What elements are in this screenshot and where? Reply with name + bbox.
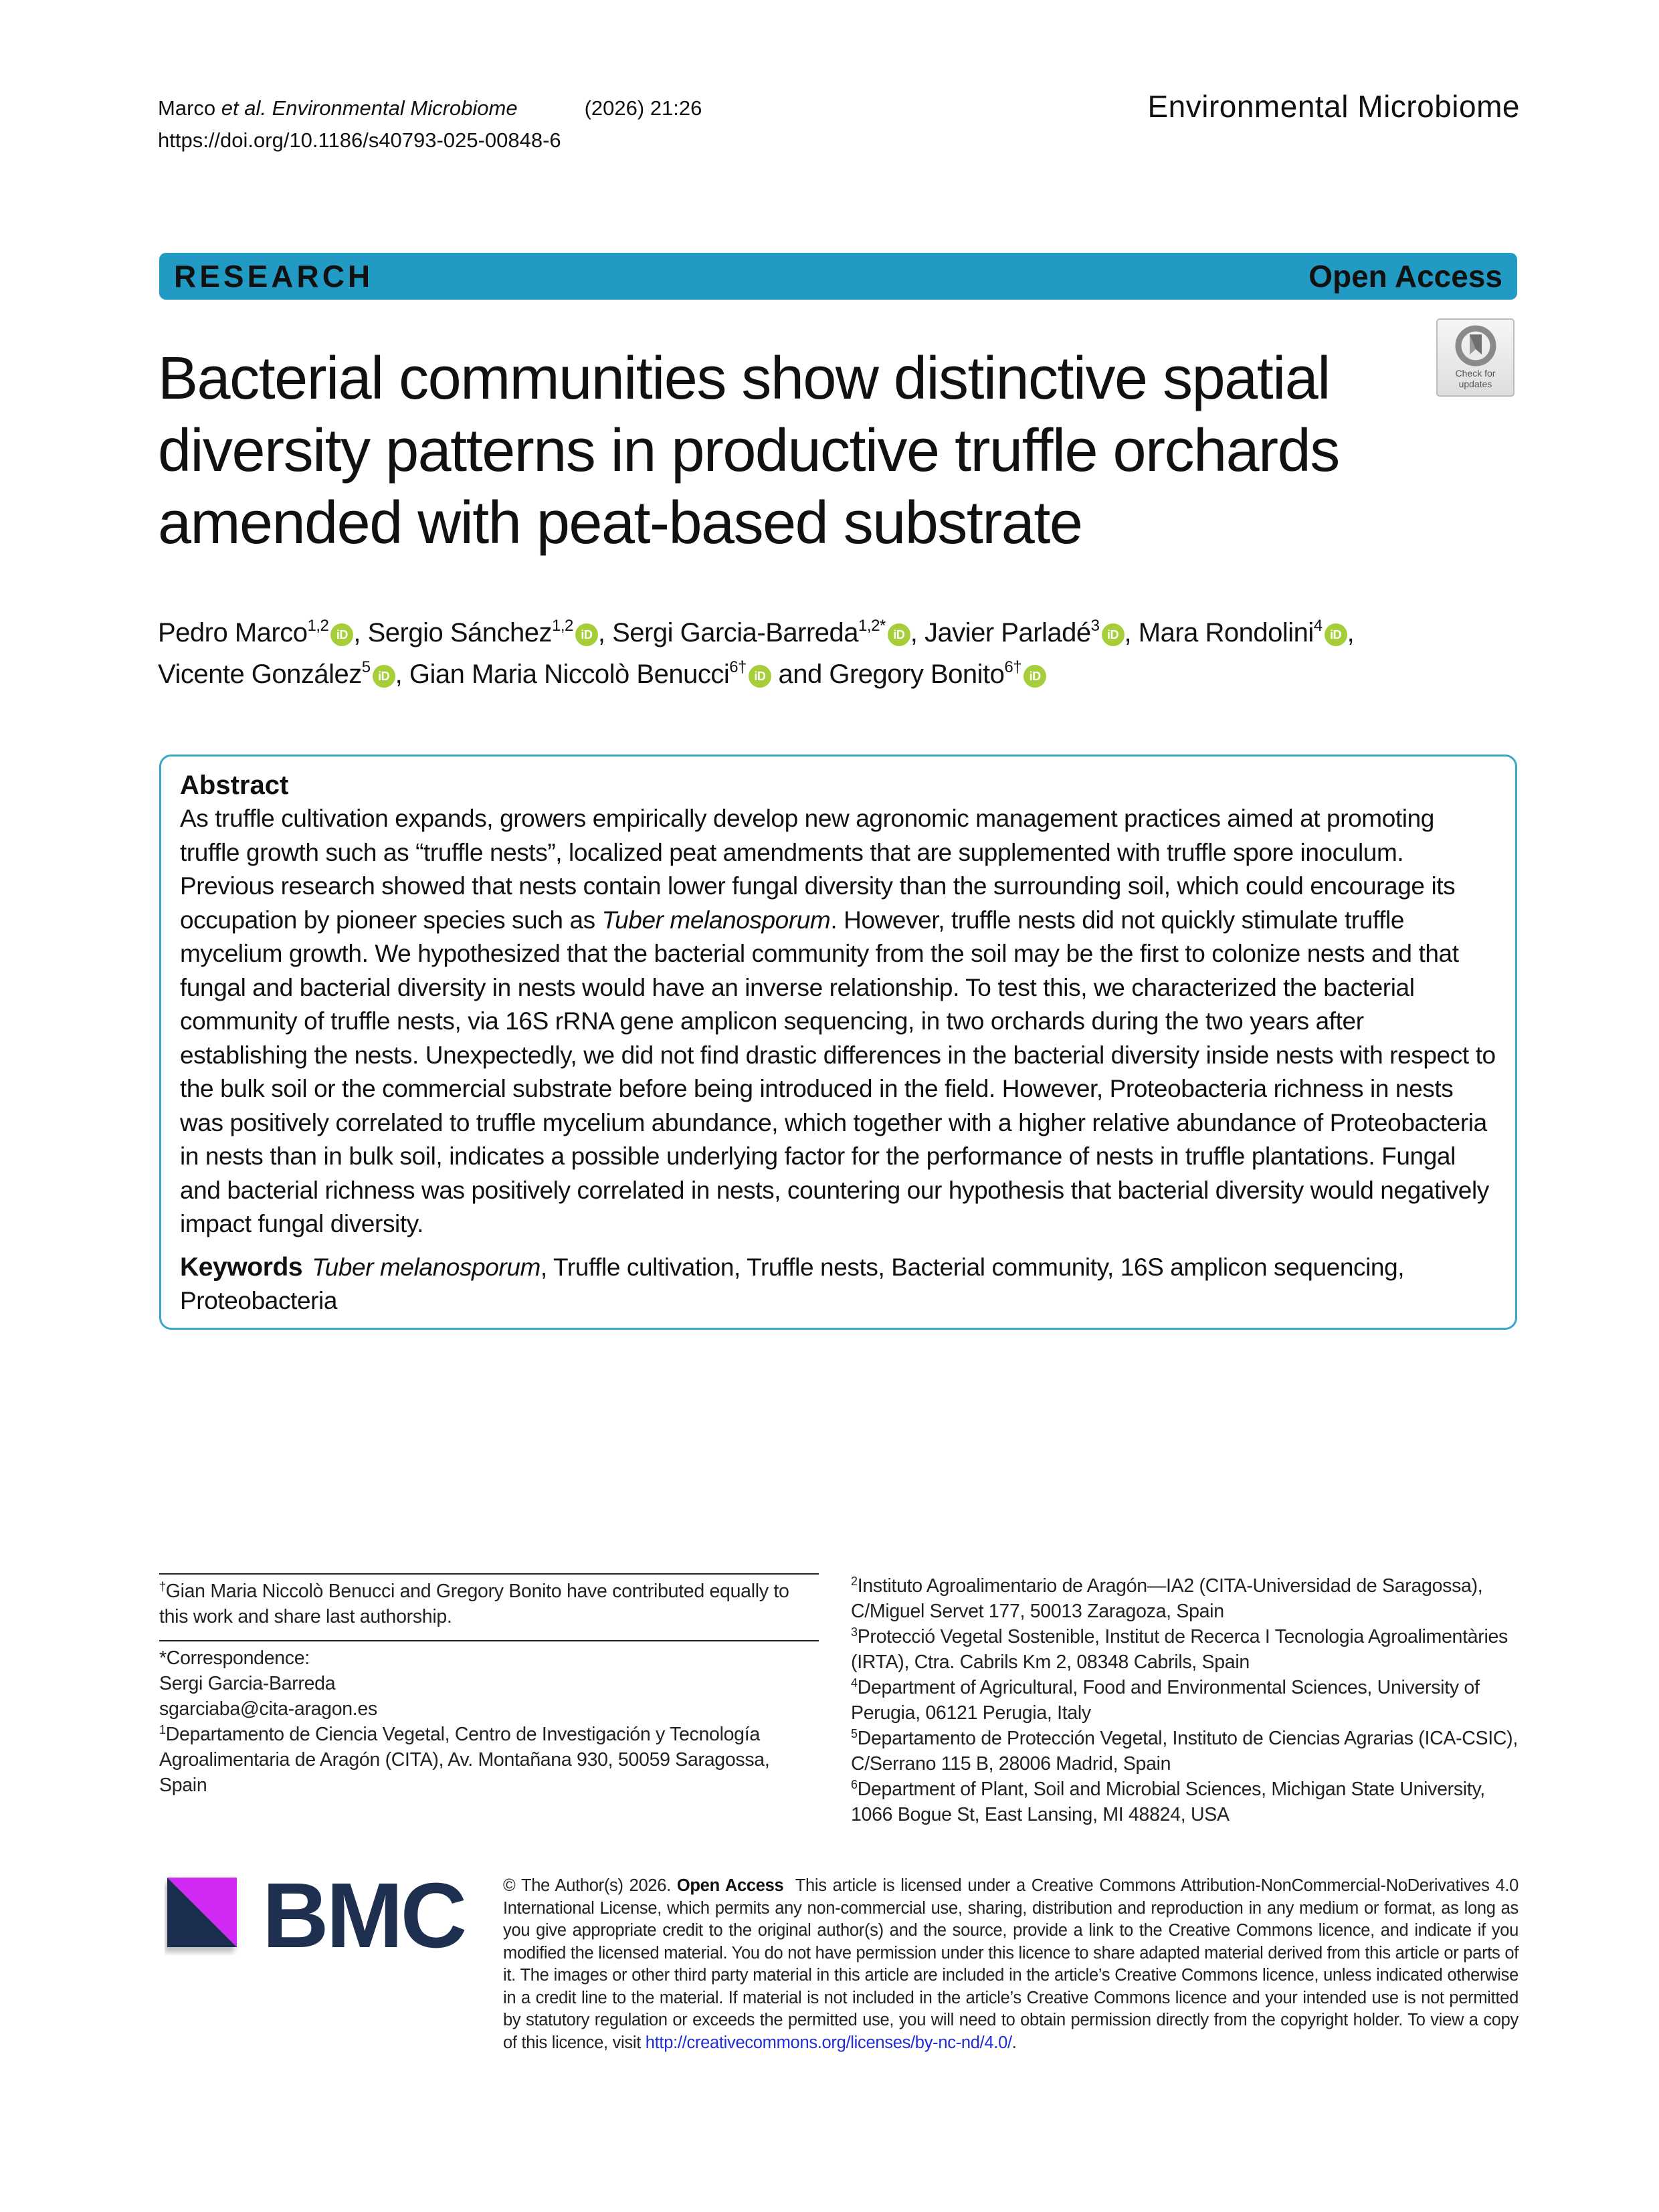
author[interactable]: Sergi Garcia-Barreda$^{1,2*}$ iD (612, 618, 910, 647)
orcid-icon[interactable]: iD (373, 665, 395, 688)
author[interactable]: Javier Parladé$^3$ iD (924, 618, 1125, 647)
equal-contribution-note: †Gian Maria Niccolò Benucci and Gregory Bonito have contributed equally to this work and share last authorship. (159, 1580, 789, 1627)
article-type: RESEARCH (174, 259, 374, 294)
abstract-box (159, 755, 1517, 1330)
correspondence-name: Sergi Garcia-Barreda (159, 1673, 336, 1694)
orcid-icon[interactable]: iD (1102, 623, 1125, 646)
footnotes-right (851, 1573, 1520, 1827)
orcid-icon[interactable]: iD (749, 665, 771, 688)
journal-name: Environmental Microbiome (1147, 89, 1520, 124)
abstract-body: As truffle cultivation expands, growers empirically develop new agronomic management practices aimed at promoting truffle growth such as “truffle nests”, localized peat amendments that are supplemented with truffle spore inoculum. Previous research showed that nests contain lower fungal diversity than the surrounding soil, which could encourage its occupation by pioneer species such as Tuber melanosporum. However, truffle nests did not quickly stimulate truffle mycelium growth. We hypothesized that the bacterial community from the soil may be the first to colonize nests and that fungal and bacterial diversity in nests would have an inverse relationship. To test this, we characterized the bacterial community of truffle nests, via 16S rRNA gene amplicon sequencing, in two orchards during the two years after establishing the nests. Unexpectedly, we did not find drastic differences in the bacterial diversity inside nests with respect to the bulk soil or the commercial substrate before being introduced in the field. However, Proteobacteria richness in nests was positively correlated to truffle mycelium abundance, which together with a higher relative abundance of Proteobacteria in nests than in bulk soil, indicates a possible underlying factor for the performance of nests in truffle plantations. Fungal and bacterial richness was positively correlated in nests, countering our hypothesis that bacterial diversity would negatively impact fungal diversity. (180, 805, 1496, 1237)
author[interactable]: Pedro Marco$^{1,2}$ iD (158, 618, 353, 647)
bmc-logo (165, 1875, 472, 1955)
check-for-updates-icon (1455, 325, 1496, 367)
keywords-label: Keywords (180, 1252, 303, 1282)
affiliation-6: $^6$Department of Plant, Soil and Microbial Sciences, Michigan State University, 1066 Bogue St, East Lansing, MI 48824, USA (851, 1778, 1485, 1825)
affiliation-2: $^2$Instituto Agroalimentario de Aragón—IA2 (CITA-Universidad de Saragossa), C/Miguel Servet 177, 50013 Zaragoza, Spain (851, 1575, 1483, 1622)
author[interactable]: Vicente González$^5$ iD (158, 660, 395, 689)
author[interactable]: Mara Rondolini$^4$ iD (1139, 618, 1347, 647)
affiliation-4: $^4$Department of Agricultural, Food and Environmental Sciences, University of Perugia, 06121 Perugia, Italy (851, 1676, 1480, 1724)
open-access-bold: Open Access (676, 1876, 784, 1895)
year-volume: (2026) 21:26 (584, 96, 702, 120)
doi-link[interactable]: https://doi.org/10.1186/s40793-025-00848-6 (158, 128, 561, 152)
license-link[interactable]: http://creativecommons.org/licenses/by-nc-nd/4.0/ (645, 2033, 1012, 2052)
affiliation-3: $^3$Protecció Vegetal Sostenible, Institut de Recerca I Tecnologia Agroalimentàries (IRTA), Ctra. Cabrils Km 2, 08348 Cabrils, Spain (851, 1625, 1508, 1673)
article-type-banner (159, 253, 1517, 300)
footnote-divider (159, 1640, 819, 1641)
affiliation-1: $^1$Departamento de Ciencia Vegetal, Centro de Investigación y Tecnología Agroalimentaria de Aragón (CITA), Av. Montañana 930, 50059 Saragossa, Spain (159, 1723, 770, 1796)
open-access-label: Open Access (1308, 259, 1502, 294)
orcid-icon[interactable]: iD (1325, 623, 1347, 646)
article-title: Bacterial communities show distinctive spatial diversity patterns in productive truffle orchards amended with peat-based substrate (158, 345, 1339, 557)
svg-text:BMC: BMC (262, 1875, 465, 1955)
abstract-heading: Abstract (180, 771, 289, 800)
orcid-icon[interactable]: iD (575, 623, 598, 646)
author[interactable]: Gian Maria Niccolò Benucci$^{6\dagger}$ iD (409, 660, 771, 689)
orcid-icon[interactable]: iD (330, 623, 353, 646)
author[interactable]: Sergio Sánchez$^{1,2}$ iD (368, 618, 598, 647)
orcid-icon[interactable]: iD (1023, 665, 1046, 688)
running-header-citation (158, 92, 702, 157)
author-short: Marco (158, 96, 216, 120)
license-text: © The Author(s) 2026. Open Access This article is licensed under a Creative Commons Attribution-NonCommercial-NoDerivatives 4.0 International License, which permits any non-commercial use, sharing, distribution and reproduction in any medium or format, as long as you give appropriate credit to the original author(s) and the source, provide a link to the Creative Commons licence, and indicate if you modified the licensed material. You do not have permission under this licence to share adapted material derived from this article or parts of it. The images or other third party material in this article are included in the article’s Creative Commons licence, unless indicated otherwise in a credit line to the material. If material is not included in the article’s Creative Commons licence and your intended use is not permitted by statutory regulation or exceeds the permitted use, you will need to obtain permission directly from the copyright holder. To view a copy of this licence, visit http://creativecommons.org/licenses/by-nc-nd/4.0/. (503, 1876, 1519, 2052)
correspondence-label: *Correspondence: (159, 1647, 310, 1669)
check-for-updates-label: Check for updates (1455, 368, 1496, 389)
author[interactable]: Gregory Bonito$^{6\dagger}$ iD (829, 660, 1046, 689)
et-al: et al. (221, 96, 266, 120)
check-for-updates-button[interactable] (1436, 318, 1515, 397)
author-list: Pedro Marco$^{1,2}$ iD , Sergio Sánchez$^{1,2}$ iD , Sergi Garcia-Barreda$^{1,2*}$ iD , Javier Parladé$^3$ iD , Mara Rondolini$^4$ iD , Vicente González$^5$ iD , Gian Maria Niccolò Benucci$^{6\dagger}$ iD and Gregory Bonito$^{6\dagger}$ iD (158, 617, 1355, 689)
bmc-logo-icon (165, 1875, 472, 1955)
keywords: Keywords Tuber melanosporum, Truffle cultivation, Truffle nests, Bacterial community, 16S amplicon sequencing, Proteobacteria (180, 1252, 1405, 1314)
footnotes-left (159, 1573, 819, 1798)
orcid-icon[interactable]: iD (888, 623, 910, 646)
footnote-divider (159, 1573, 819, 1575)
affiliation-5: $^5$Departamento de Protección Vegetal, Instituto de Ciencias Agrarias (ICA-CSIC), C/Serrano 115 B, 28006 Madrid, Spain (851, 1727, 1518, 1775)
correspondence-email[interactable]: sgarciaba@cita-aragon.es (159, 1698, 377, 1720)
citation-line (158, 92, 702, 124)
journal-italic: Environmental Microbiome (272, 96, 518, 120)
